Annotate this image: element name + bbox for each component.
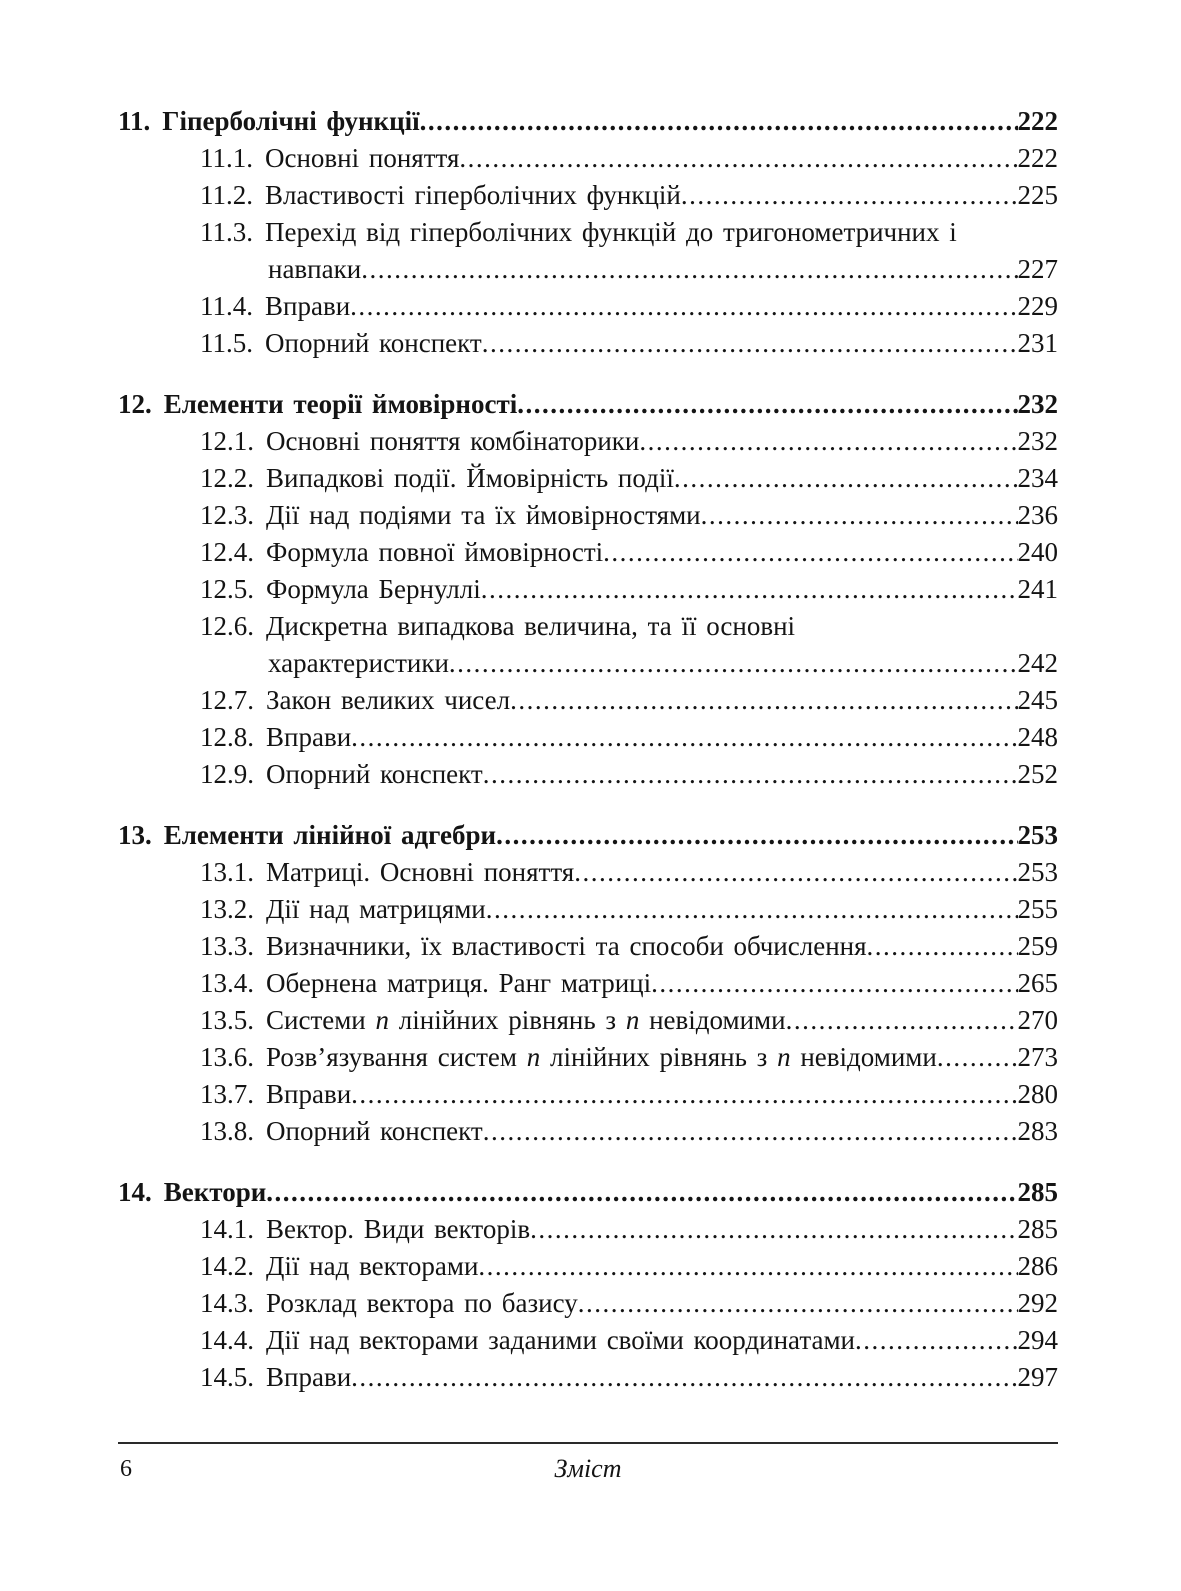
dot-leader — [420, 103, 1018, 140]
dot-leader — [481, 571, 1018, 608]
dot-leader — [266, 1174, 1017, 1211]
section-page: 225 — [1017, 180, 1058, 210]
footer-section-label: Зміст — [554, 1454, 622, 1483]
toc-section-row — [118, 608, 1058, 645]
section-number: 13.3. — [200, 931, 254, 961]
dot-leader — [496, 817, 1017, 854]
dot-leader — [651, 965, 1017, 1002]
section-number: 14.2. — [200, 1251, 254, 1281]
section-title: Вправи — [266, 722, 352, 752]
section-title: Дії над подіями та їх ймовірностями — [266, 500, 701, 530]
toc-chapter-row — [118, 817, 1058, 854]
toc-section-row — [118, 214, 1058, 251]
dot-leader — [574, 854, 1017, 891]
section-page: 232 — [1017, 426, 1058, 456]
section-page: 252 — [1017, 759, 1058, 789]
section-title: Дії над матрицями — [266, 894, 486, 924]
section-title: Розклад вектора по базису — [266, 1288, 578, 1318]
section-title: Властивості гіперболічних функцій — [265, 180, 681, 210]
chapter-page: 253 — [1017, 820, 1058, 850]
section-title-continued: навпаки — [268, 254, 362, 284]
toc-chapter-row — [118, 1174, 1058, 1211]
section-number: 11.2. — [200, 180, 253, 210]
toc-chapter-row — [118, 386, 1058, 423]
section-number: 12.8. — [200, 722, 254, 752]
dot-leader — [478, 1248, 1017, 1285]
section-page: 240 — [1017, 537, 1058, 567]
dot-leader — [937, 1039, 1018, 1076]
section-page: 286 — [1017, 1251, 1058, 1281]
section-page: 248 — [1017, 722, 1058, 752]
section-title: Системи n лінійних рівнянь з n невідомими — [266, 1005, 786, 1035]
dot-leader — [510, 682, 1017, 719]
dot-leader — [459, 140, 1017, 177]
toc-chapter-row — [118, 103, 1058, 140]
section-page: 229 — [1017, 291, 1058, 321]
section-title: Дискретна випадкова величина, та її основні — [266, 611, 796, 641]
section-page: 234 — [1017, 463, 1058, 493]
section-title: Вправи — [265, 291, 351, 321]
section-title: Розв’язування систем n лінійних рівнянь з n невідомими — [266, 1042, 937, 1072]
section-page: 222 — [1017, 143, 1058, 173]
section-title: Дії над векторами — [266, 1251, 479, 1281]
section-number: 13.6. — [200, 1042, 254, 1072]
section-title: Формула Бернуллі — [266, 574, 481, 604]
toc-section-continuation-row — [118, 251, 1058, 288]
section-page: 253 — [1017, 857, 1058, 887]
chapter-title: Вектори — [163, 1177, 267, 1207]
dot-leader — [351, 1076, 1017, 1113]
toc-section-row — [118, 1039, 1058, 1076]
section-title: Матриці. Основні поняття — [266, 857, 575, 887]
section-page: 273 — [1017, 1042, 1058, 1072]
section-title: Формула повної ймовірності — [266, 537, 604, 567]
chapter-title: Елементи лінійної адгебри — [163, 820, 497, 850]
section-title: Перехід від гіперболічних функцій до тригонометричних і — [265, 217, 957, 247]
section-number: 11.1. — [200, 143, 253, 173]
section-title: Вправи — [266, 1362, 352, 1392]
section-number: 13.5. — [200, 1005, 254, 1035]
toc-section-row — [118, 891, 1058, 928]
section-title: Опорний конспект — [265, 328, 482, 358]
chapter-number: 12. — [118, 389, 152, 419]
section-page: 285 — [1017, 1214, 1058, 1244]
toc-section-row — [118, 460, 1058, 497]
toc-section-row — [118, 1211, 1058, 1248]
dot-leader — [603, 534, 1017, 571]
dot-leader — [855, 1322, 1018, 1359]
toc-section-row — [118, 1113, 1058, 1150]
dot-leader — [486, 891, 1018, 928]
section-number: 12.9. — [200, 759, 254, 789]
toc-section-row — [118, 1285, 1058, 1322]
section-title: Випадкові події. Ймовірність події — [266, 463, 674, 493]
section-number: 12.5. — [200, 574, 254, 604]
toc-section-row — [118, 928, 1058, 965]
section-page: 292 — [1017, 1288, 1058, 1318]
section-title: Обернена матриця. Ранг матриці — [266, 968, 652, 998]
section-page: 259 — [1017, 931, 1058, 961]
dot-leader — [786, 1002, 1018, 1039]
toc-section-row — [118, 854, 1058, 891]
section-page: 242 — [1017, 648, 1058, 678]
toc-section-row — [118, 497, 1058, 534]
section-number: 13.8. — [200, 1116, 254, 1146]
section-number: 11.4. — [200, 291, 253, 321]
dot-leader — [351, 1359, 1017, 1396]
section-number: 14.5. — [200, 1362, 254, 1392]
section-page: 231 — [1017, 328, 1058, 358]
section-number: 14.4. — [200, 1325, 254, 1355]
section-title: Визначники, їх властивості та способи обчислення — [266, 931, 867, 961]
toc-section-row — [118, 719, 1058, 756]
toc-section-row — [118, 1248, 1058, 1285]
section-number: 12.7. — [200, 685, 254, 715]
chapter-number: 11. — [118, 106, 151, 136]
section-number: 13.2. — [200, 894, 254, 924]
toc-section-row — [118, 571, 1058, 608]
section-title-continued: характеристики — [268, 648, 449, 678]
section-number: 13.4. — [200, 968, 254, 998]
toc-section-row — [118, 682, 1058, 719]
section-number: 14.1. — [200, 1214, 254, 1244]
dot-leader — [867, 928, 1018, 965]
section-page: 294 — [1017, 1325, 1058, 1355]
section-page: 241 — [1017, 574, 1058, 604]
toc-section-row — [118, 1359, 1058, 1396]
dot-leader — [361, 251, 1017, 288]
section-title: Дії над векторами заданими своїми координатами — [266, 1325, 855, 1355]
dot-leader — [578, 1285, 1018, 1322]
section-number: 11.5. — [200, 328, 253, 358]
toc-section-row — [118, 756, 1058, 793]
toc-section-row — [118, 177, 1058, 214]
footer-page-number: 6 — [120, 1456, 132, 1482]
toc-section-row — [118, 1322, 1058, 1359]
section-title: Основні поняття комбінаторики — [266, 426, 640, 456]
section-page: 245 — [1017, 685, 1058, 715]
section-title: Опорний конспект — [266, 759, 483, 789]
section-number: 11.3. — [200, 217, 253, 247]
dot-leader — [351, 719, 1017, 756]
section-title: Основні поняття — [265, 143, 460, 173]
page-footer — [118, 1442, 1058, 1498]
chapter-page: 222 — [1017, 106, 1058, 136]
section-page: 255 — [1017, 894, 1058, 924]
dot-leader — [674, 460, 1018, 497]
section-title: Вектор. Види векторів — [266, 1214, 531, 1244]
toc-section-row — [118, 288, 1058, 325]
dot-leader — [681, 177, 1018, 214]
dot-leader — [530, 1211, 1017, 1248]
toc-section-row — [118, 140, 1058, 177]
section-page: 283 — [1017, 1116, 1058, 1146]
dot-leader — [701, 497, 1018, 534]
section-number: 12.1. — [200, 426, 254, 456]
section-page: 265 — [1017, 968, 1058, 998]
dot-leader — [639, 423, 1017, 460]
section-title: Опорний конспект — [266, 1116, 483, 1146]
dot-leader — [483, 756, 1018, 793]
section-number: 12.4. — [200, 537, 254, 567]
dot-leader — [449, 645, 1018, 682]
section-number: 13.1. — [200, 857, 254, 887]
dot-leader — [517, 386, 1017, 423]
chapter-title: Елементи теорії ймовірності — [163, 389, 518, 419]
toc-section-row — [118, 1002, 1058, 1039]
toc-section-row — [118, 325, 1058, 362]
chapter-title: Гіперболічні функції — [162, 106, 420, 136]
chapter-number: 13. — [118, 820, 152, 850]
toc-list — [118, 103, 1058, 1396]
section-page: 236 — [1017, 500, 1058, 530]
section-number: 12.6. — [200, 611, 254, 641]
dot-leader — [482, 325, 1018, 362]
section-number: 12.2. — [200, 463, 254, 493]
chapter-number: 14. — [118, 1177, 152, 1207]
toc-section-row — [118, 965, 1058, 1002]
chapter-page: 285 — [1017, 1177, 1058, 1207]
section-number: 12.3. — [200, 500, 254, 530]
dot-leader — [483, 1113, 1018, 1150]
section-number: 14.3. — [200, 1288, 254, 1318]
section-title: Вправи — [266, 1079, 352, 1109]
section-page: 297 — [1017, 1362, 1058, 1392]
section-page: 270 — [1017, 1005, 1058, 1035]
toc-section-row — [118, 423, 1058, 460]
toc-section-row — [118, 534, 1058, 571]
section-page: 227 — [1017, 254, 1058, 284]
toc-section-row — [118, 1076, 1058, 1113]
section-number: 13.7. — [200, 1079, 254, 1109]
chapter-page: 232 — [1017, 389, 1058, 419]
dot-leader — [350, 288, 1017, 325]
section-page: 280 — [1017, 1079, 1058, 1109]
toc-section-continuation-row — [118, 645, 1058, 682]
section-title: Закон великих чисел — [266, 685, 511, 715]
